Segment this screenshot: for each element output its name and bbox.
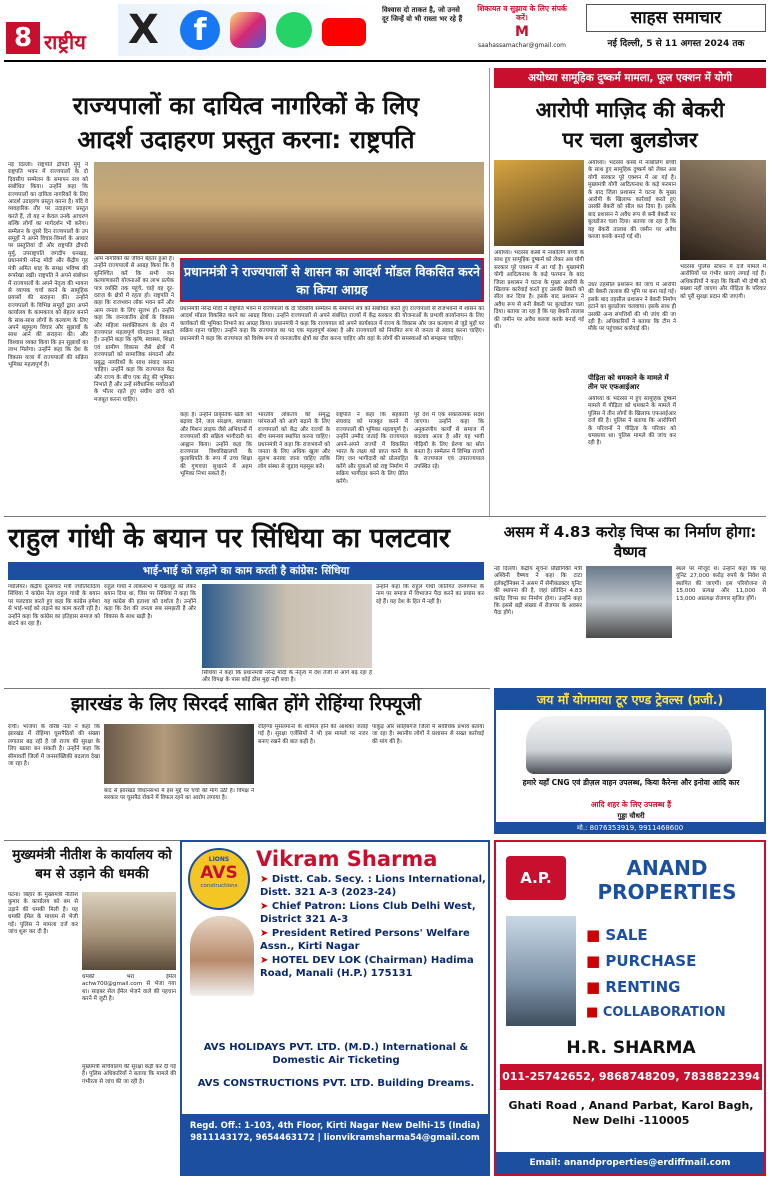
story2-body-c: अयोध्या के भदरसा में हुए सामूहिक दुष्कर्म मामले में पीड़िता को धमकाने के मामले में पुलिस ने तीन लोगों के खिलाफ एफआईआर दर्ज की है। पुलिस ने बताया कि आरोपियों के परिजनों ने पीड़िता के परिवार को धमकाया था। पुलिस मामले की जांच कर रही है। <box>588 396 676 447</box>
service-sale: ■ SALE <box>586 926 648 944</box>
feedback-title: शिकायत व सुझाव के लिए संपर्क करें। <box>477 4 567 22</box>
pm-body-1: कहा है। उन्होंने प्राकृतिक खेती को बढ़ावा देने, जल संरक्षण, स्वच्छता और मिशन लाइफ जैसे अभियानों में राज्यपालों की सक्रिय भागीदारी का आह्वान किया। उन्होंने कहा कि राज्यपाल विश्वविद्यालयों के कुलाधिपति के रूप में उच्च शिक्षा की गुणवत्ता सुधारने में अहम भूमिका निभा सकते हैं। <box>180 412 252 478</box>
page-number: 8 <box>6 22 40 54</box>
story4-photo <box>202 584 372 668</box>
story7-body-b: धमकी भरा ईमेल achw700@gmail.com से भेजा गया था। साइबर सेल ईमेल भेजने वाले की पहचान करने में जुटी है। <box>82 974 176 1003</box>
story6-body-d: पाकुड़ और साहिबगंज जिलों में सर्वाधिक प्रभाव बताया जा रहा है। स्थानीय लोगों ने प्रशासन से सख्त कार्रवाई की मांग की है। <box>372 724 484 745</box>
ad-tour-line1: हमारे यहाँ CNG एवं डीज़ल वाहन उपलब्ध, किया कैरेन्स और इनोवा आदि कार <box>522 778 740 787</box>
avs-office[interactable]: Regd. Off.: 1-103, 4th Floor, Kirti Nagar New Delhi-15 (India) 9811143172, 9654463172 | lionvikramsharma54@gmail.com <box>182 1114 488 1174</box>
story2-headline-2: पर चला बुलडोजर <box>562 128 698 152</box>
anand-logo: A.P. <box>506 856 566 900</box>
story2-headline-1: आरोपी माज़िद की बेकरी <box>535 98 725 122</box>
story1-body-col2: आम नागरिकों का जीवन बेहतर हुआ है। उन्होंने राज्यपालों से आग्रह किया कि वे सुनिश्चित करें कि सभी जन कल्याणकारी योजनाओं का लाभ प्रत्येक पात्र व्यक्ति तक पहुंचे, चाहे वह दूर-दराज़ के क्षेत्रों में रहता हो। राष्ट्रपति ने कहा कि राजभवन लोक भवन बनें और आम जनता के लिए सुलभ हों। उन्होंने कहा कि जनजातीय क्षेत्रों के विकास और महिला सशक्तिकरण के क्षेत्र में राज्यपाल महत्वपूर्ण योगदान दे सकते हैं। उन्होंने कहा कि कृषि, स्वास्थ्य, शिक्षा एवं ग्रामीण विकास जैसे क्षेत्रों में राज्यपालों को सामाजिक संगठनों और प्रबुद्ध नागरिकों के साथ संवाद करना चाहिए। उन्होंने कहा कि राज्यपाल केंद्र और राज्य के बीच एक सेतु की भूमिका निभाते हैं और उन्हें संवैधानिक मर्यादाओं के भीतर रहते हुए संघीय ढांचे को मजबूत करना चाहिए। <box>94 256 174 403</box>
section-label: राष्ट्रीय <box>44 30 86 54</box>
portrait-photo <box>190 916 254 996</box>
ad-avs <box>180 840 490 1176</box>
masthead <box>0 0 770 58</box>
avs-item: ➤ Distt. Cab. Secy. : Lions International, Distt. 321 A-3 (2023-24) <box>260 874 486 898</box>
pm-body-3: राष्ट्रपति ने कहा कि सहकारी संघवाद को मजबूत करने में राज्यपालों की भूमिका महत्वपूर्ण है। उन्होंने उम्मीद जताई कि राज्यपाल अपने-अपने राज्यों में विकसित भारत के लक्ष्य को प्राप्त करने के लिए जन भागीदारी को प्रोत्साहित करेंगे और युवाओं को राष्ट्र निर्माण में सक्रिय भागीदार बनने के लिए प्रेरित करेंगे। <box>336 412 408 485</box>
avs-items <box>260 874 486 982</box>
facebook-logo-icon: f <box>180 10 220 50</box>
story7-headline: मुख्यमंत्री नीतीश के कार्यालय को बम से उड़ाने की धमकी <box>12 847 172 882</box>
avs-logo: AVS <box>200 863 238 883</box>
mail-icon: M <box>515 24 529 40</box>
story4-subhead: भाई-भाई को लड़ाने का काम करती है कांग्रेस: सिंधिया <box>8 562 484 580</box>
pm-body-2: भारतीय लोकतंत्र की समृद्ध परंपराओं को आगे बढ़ाने के लिए राज्यपालों को केंद्र और राज्यों के बीच समन्वय स्थापित करना चाहिए। प्रधानमंत्री ने कहा कि राजभवनों को जनता के लिए अधिक खुला और सुलभ बनाया जाना चाहिए ताकि लोग संस्था से जुड़ाव महसूस करें। <box>258 412 330 470</box>
feedback-box <box>472 4 572 54</box>
anand-title: ANAND PROPERTIES <box>597 856 737 904</box>
anand-phones[interactable]: 011-25742652, 9868748209, 7838822394 <box>500 1064 762 1090</box>
story2-photo-2 <box>680 160 766 260</box>
ad-tour-line2: आदि शहर के लिए उपलब्ध हैं <box>590 800 672 809</box>
lions-label: LIONS <box>208 856 230 863</box>
ad-anand <box>494 840 766 1176</box>
story2-body-c2: अयोध्या। भदरसा कस्बे में नाबालिग बच्ची के साथ हुए सामूहिक दुष्कर्म को लेकर अब योगी सरकार पूरे एक्शन में आ गई है। मुख्यमंत्री योगी आदित्यनाथ के कड़े फरमान के बाद जिला प्रशासन ने घटना के मुख्य आरोपी के खिलाफ कार्रवाई करते हुए उसकी बेकरी को सील कर दिया है। इसके बाद प्रशासन ने अवैध रूप से बनी बेकरी पर बुलडोजर चला दिया। बताया जा रहा है कि यह बेकरी तालाब की जमीन पर अवैध कब्जा करके बनाई गई थी। <box>494 250 584 331</box>
social-banner <box>118 4 378 56</box>
story6-body-b: बाद से झारखंड विधानसभा में इस मुद्दे पर चर्चा की मांग उठी है। विपक्ष ने सरकार पर घुसपैठ रोकने में विफल रहने का आरोप लगाया है। <box>104 788 254 802</box>
pm-body-4: पूरे देश में एक सकारात्मक संदेश जाएगा। उन्होंने कहा कि अनुकरणीय कार्यों से समाज में बदलाव आता है और यह भावी पीढ़ियों के लिए प्रेरणा का स्रोत बनता है। सम्मेलन में विभिन्न राज्यों के राज्यपाल एवं उपराज्यपाल उपस्थित रहे। <box>414 412 484 470</box>
story6-photo <box>104 724 254 784</box>
avs-item-holidays: AVS HOLIDAYS PVT. LTD. (M.D.) International & Domestic Air Ticketing <box>203 1042 469 1066</box>
avs-name: Vikram Sharma <box>256 847 438 871</box>
whatsapp-logo-icon <box>276 12 312 48</box>
story5-headline: असम में 4.83 करोड़ चिप्स का निर्माण होगा: वैष्णव <box>503 523 757 561</box>
avs-item-constructions: AVS CONSTRUCTIONS PVT. LTD. Building Dreams. <box>197 1078 475 1089</box>
story1-headline-1: राज्यपालों का दायित्व नागरिकों के लिए <box>72 91 420 120</box>
story5-body-a: नई दिल्ली। केंद्रीय सूचना प्रौद्योगिकी मंत्री अश्विनी वैष्णव ने कहा कि टाटा इलेक्ट्रॉनिक्स ने असम में सेमीकंडक्टर यूनिट की स्थापना की है, जहां प्रतिदिन 4.83 करोड़ चिप्स का निर्माण होगा। उन्होंने कहा कि इससे बड़ी संख्या में रोजगार के अवसर पैदा होंगे। <box>494 566 582 617</box>
story2-subhead: पीड़िता को धमकाने के मामले में तीन पर एफआईआर <box>588 374 669 391</box>
x-logo-icon: X <box>128 7 159 53</box>
story2-body-a: अयोध्या। भदरसा कस्बे में नाबालिग बच्ची के साथ हुए सामूहिक दुष्कर्म को लेकर अब योगी सरकार पूरे एक्शन में आ गई है। मुख्यमंत्री योगी आदित्यनाथ के कड़े फरमान के बाद जिला प्रशासन ने घटना के मुख्य आरोपी के खिलाफ कार्रवाई करते हुए उसकी बेकरी को सील कर दिया है। इसके बाद प्रशासन ने अवैध रूप से बनी बेकरी पर बुलडोजर चला दिया। बताया जा रहा है कि यह बेकरी तालाब की जमीन पर अवैध कब्जा करके बनाई गई थी। <box>588 160 676 241</box>
anand-person: H.R. SHARMA <box>566 1038 696 1058</box>
anand-address: Ghati Road , Anand Parbat, Karol Bagh, New Delhi -110005 <box>508 1099 754 1127</box>
ad-tour-title: जय माँ योगमाया टूर एण्ड ट्रेवल्स (प्रजी.) <box>496 690 764 710</box>
story6-body-a: रांची। भाजपा के वरिष्ठ नेता ने कहा कि झारखंड में रोहिंग्या घुसपैठियों की संख्या लगातार बढ़ रही है जो राज्य की सुरक्षा के लिए खतरा बन सकती है। उन्होंने कहा कि सीमावर्ती जिलों में जनसांख्यिकी बदलाव देखा जा रहा है। <box>8 724 100 768</box>
instagram-logo-icon <box>230 12 266 48</box>
story2-tag: अयोध्या सामूहिक दुष्कर्म मामला, फूल एक्शन में योगी <box>494 68 766 88</box>
story2-photo <box>494 160 584 246</box>
story7-body-c: मुख्यमंत्री सचिवालय की सुरक्षा कड़ी कर दी गई है। पुलिस अधिकारियों ने बताया कि मामले की गंभीरता से जांच की जा रही है। <box>82 1064 176 1085</box>
avs-item: ➤ President Retired Persons' Welfare Assn., Kirti Nagar <box>260 928 470 952</box>
story4-headline: राहुल गांधी के बयान पर सिंधिया का पलटवार <box>8 523 450 554</box>
story7-body-a: पटना। बिहार के मुख्यमंत्री नीतीश कुमार के कार्यालय को बम से उड़ाने की धमकी मिली है। यह धमकी ईमेल के माध्यम से भेजी गई। पुलिस ने मामला दर्ज कर जांच शुरू कर दी है। <box>8 892 78 936</box>
date-line: नई दिल्ली, 5 से 11 अगस्त 2024 तक <box>607 39 745 49</box>
avs-logo-sub: constructions <box>200 883 238 889</box>
story4-body-a: ग्वालियर। केंद्रीय दूरसंचार मंत्री ज्योतिरादित्य सिंधिया ने कांग्रेस नेता राहुल गांधी के बयान पर पलटवार करते हुए कहा कि कांग्रेस हमेशा से भाई-भाई को लड़ाने का काम करती रही है। उन्होंने कहा कि कांग्रेस का इतिहास समाज को बांटने का रहा है। <box>8 584 100 628</box>
pm-headline: प्रधानमंत्री ने राज्यपालों से शासन का आदर्श मॉडल विकसित करने का किया आग्रह <box>184 264 480 297</box>
story1-body-col1: नई दिल्ली। राष्ट्रपति द्रौपदी मुर्मु ने राष्ट्रपति भवन में राज्यपालों के दो दिवसीय सम्मेलन के समापन सत्र को संबोधित किया। उन्होंने कहा कि राज्यपालों का दायित्व नागरिकों के लिए आदर्श उदाहरण प्रस्तुत करना है। यदि वे व्यवहारिक तौर पर उदाहरण प्रस्तुत करते हैं, तो यह न केवल उनके आचरण बल्कि लोगों का मार्गदर्शन भी करेगा। सम्मेलन के दूसरे दिन राज्यपालों के उप समूहों ने अपने विचार-विमर्श के आधार पर प्रस्तुतियां दीं और राष्ट्रपति द्रौपदी मुर्मु, उपराष्ट्रपति जगदीप धनखड़, प्रधानमंत्री नरेन्द्र मोदी और केंद्रीय गृह मंत्री अमित शाह के समक्ष भविष्य की रूपरेखा रखी। राष्ट्रपति ने अपने संबोधन में राज्यपालों के अपने नेतृत्व की भावना से व्यापक चर्चा करने के सामूहिक प्रयासों की सराहना की। उन्होंने राज्यपालों के विभिन्न समूहों द्वारा अपने कार्यालय के कामकाज को बेहतर बनाने के साथ-साथ लोगों के कल्याण के लिए अपने बहुमूल्य विचार और सुझावों के साथ आने की सराहना की। और विश्वास व्यक्त किया कि इन सुझावों का लाभ मिलेगा। उन्होंने कहा कि देश के विकास यात्रा में राज्यपालों की सक्रिय भूमिका महत्वपूर्ण है। <box>8 162 88 368</box>
ad-tour-phone[interactable]: मो.: 8076353919, 9911468600 <box>496 822 764 834</box>
anand-email[interactable]: Email: anandproperties@erdiffmail.com <box>496 1152 764 1174</box>
service-purchase: ■ PURCHASE <box>586 952 697 970</box>
avs-item: ➤ HOTEL DEV LOK (Chairman) Hadima Road, Manali (H.P.) 175131 <box>260 955 474 979</box>
pm-body-wide: प्रधानमंत्री नरेन्द्र मोदी ने राष्ट्रपति भवन में राज्यपालों के दो दिवसीय सम्मेलन के समापन सत्र को संबोधित करते हुए राज्यपालों से राजभवनों में शासन का आदर्श मॉडल विकसित करने का आग्रह किया। उन्होंने राज्यपालों से अपने संबंधित राज्यों में केंद्र सरकार की योजनाओं के प्रभावी कार्यान्वयन के लिए कार्यकर्ता की भूमिका निभाने का आग्रह किया। प्रधानमंत्री ने कहा कि राज्यपाल को अपने कार्यकाल में राज्य के विकास और जन कल्याण से जुड़े मुद्दों पर सक्रिय रहना चाहिए। उन्होंने कहा कि राज्यपाल का पद एक महत्वपूर्ण संस्था है और राज्यपालों को नियमित रूप से जनता से संवाद करना चाहिए। प्रधानमंत्री ने कहा कि राज्यपाल को विशेष रूप से जनजातीय क्षेत्रों का दौरा करना चाहिए और वहां के लोगों की समस्याओं को समझना चाहिए। <box>180 306 484 342</box>
car-image <box>526 716 732 774</box>
avs-item: ➤ Chief Patron: Lions Club Delhi West, District 321 A-3 <box>260 901 476 925</box>
story2-body-d: भदरसा पुलिस स्टेशन में दर्ज मामले में आरोपियों पर गंभीर धाराएं लगाई गई हैं। अधिकारियों ने कहा कि किसी भी दोषी को बख्शा नहीं जाएगा और पीड़िता के परिवार को पूरी सुरक्षा प्रदान की जाएगी। <box>680 264 766 300</box>
story5-body-b: स्थल पर मौजूद थे। उन्होंने कहा कि यह यूनिट 27,000 करोड़ रुपये के निवेश से स्थापित की जाएगी। इस परियोजना से 15,000 प्रत्यक्ष और 11,000 से 13,000 अप्रत्यक्ष रोजगार सृजित होंगे। <box>676 566 766 602</box>
building-image <box>506 916 576 1026</box>
story6-body-c: रोहिंग्या मुसलमानों के शामिल होने की आशंका जताई गई है। सुरक्षा एजेंसियों ने भी इस मामले पर नजर बनाए रखने की बात कही है। <box>258 724 368 745</box>
story4-body-b: राहुल गांधी ने लोकसभा में चक्रव्यूह को लेकर बयान दिया था, जिस पर सिंधिया ने कहा कि यह कांग्रेस की हताशा को दर्शाता है। उन्होंने कहा कि देश की जनता सब समझती है और विकास के साथ खड़ी है। <box>104 584 196 620</box>
service-renting: ■ RENTING <box>586 978 681 996</box>
feedback-email[interactable]: saahassamachar@gmail.com <box>477 42 567 49</box>
story7-photo <box>82 892 176 970</box>
service-collaboration: ■ COLLABORATION <box>586 1005 726 1020</box>
story1-photo <box>94 162 484 254</box>
lions-badge <box>188 848 250 910</box>
ad-tour <box>494 688 766 834</box>
ad-tour-contact: गुड्डा चौधरी <box>617 812 645 820</box>
paper-name: साहस समाचार <box>586 4 766 32</box>
slogan: विश्वास दो ताकत है, जो उनसे दूर जिन्हें वो भी रास्ता भर रहे हैं <box>382 6 463 23</box>
story4-body-d: उन्होंने कहा कि राहुल गांधी जातिगत जनगणना के नाम पर समाज में विभाजन पैदा करने का प्रयास कर रहे हैं। यह देश के हित में नहीं है। <box>376 584 484 605</box>
story1-headline-2: आदर्श उदाहरण प्रस्तुत करना: राष्ट्रपति <box>77 125 415 154</box>
pm-headline-box <box>180 258 484 302</box>
story4-body-c: सिंधिया ने कहा कि प्रधानमंत्री नरेन्द्र मोदी के नेतृत्व में देश तेजी से आगे बढ़ रहा है और विपक्ष के पास कोई ठोस मुद्दा नहीं बचा है। <box>202 670 372 684</box>
story2-body-b: उधर तहसील प्रशासन की जांच में आरोपी की बेकरी तालाब की भूमि पर बना पाई गई। इसके बाद तहसील प्रशासन ने बेकरी निर्माण हटाने का बुलडोजर चलवाया। इसके साथ ही उसकी अन्य संपत्तियों की भी जांच की जा रही है। अधिकारियों ने बताया कि टीम ने मौके पर पहुंचकर कार्रवाई की। <box>588 282 676 333</box>
story6-headline: झारखंड के लिए सिरदर्द साबित होंगे रोहिंग्या रिफ्यूजी <box>70 694 422 715</box>
youtube-logo-icon <box>322 18 366 46</box>
story5-photo <box>586 566 672 638</box>
